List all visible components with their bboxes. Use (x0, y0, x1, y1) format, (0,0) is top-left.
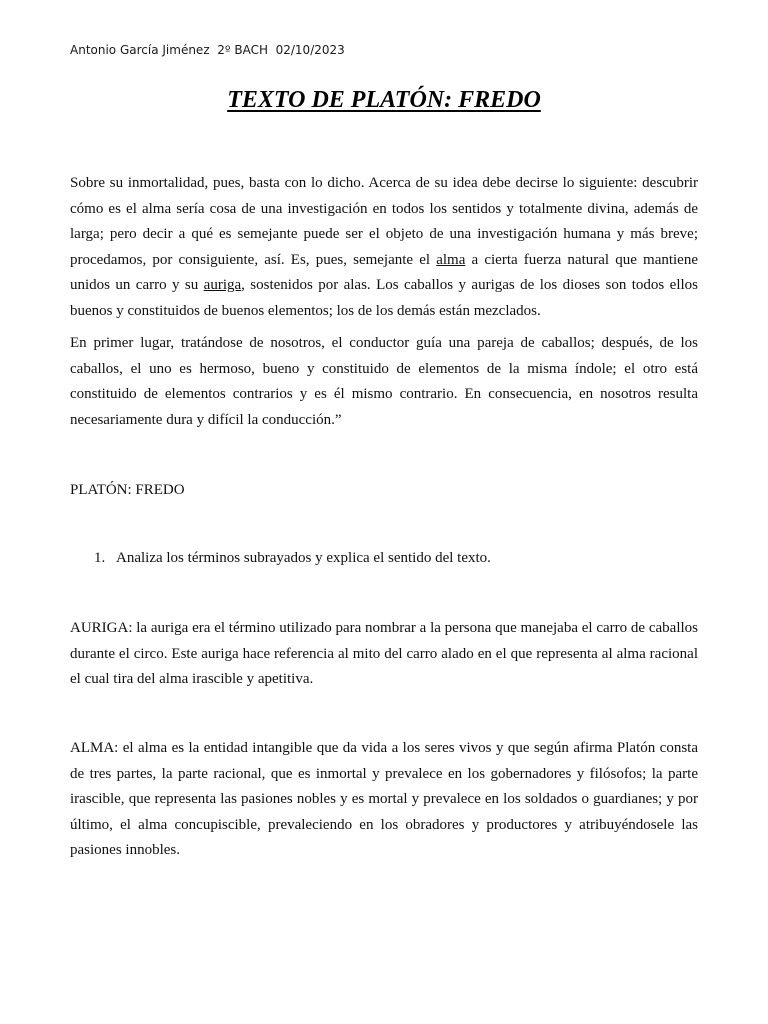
underlined-term-auriga: auriga (203, 277, 242, 293)
question-number: 1. (94, 550, 106, 566)
answer-alma: ALMA: el alma es la entidad intangible que da vida a los seres vivos y que según afirma Platón consta de tres partes, la parte racional, que es inmortal y prevalece en los gobernadores y filósofos; la parte irascible, que representa las pasiones nobles y es mortal y prevalece en los soldados o guardianes; y por último, el alma concupiscible, prevaleciendo en los obradores y productores y atribuyéndosele las pasiones innobles. (70, 740, 698, 858)
document-title: TEXTO DE PLATÓN: FREDO (227, 87, 541, 113)
answer-auriga: AURIGA: la auriga era el término utilizado para nombrar a la persona que manejaba el carro de caballos durante el circo. Este auriga hace referencia al mito del carro alado en el que representa al alma racional el cual tira del alma irascible y apetitiva. (70, 620, 698, 687)
underlined-term-alma: alma (436, 251, 466, 268)
text-paragraph-2: En primer lugar, tratándose de nosotros, el conductor guía una pareja de caballos; después, de los caballos, el uno es hermoso, bueno y constituido de elementos de la misma índole; el otro está constituido de elementos contrarios y es él mismo contrario. En consecuencia, en nosotros resulta necesariamente dura y difícil la conducción.” (70, 335, 698, 428)
paragraph-1-part-2: a cierta fuerza natural que mantiene unidos un carro y su (70, 251, 698, 293)
question-item (70, 546, 698, 572)
source-citation: PLATÓN: FREDO (70, 482, 185, 498)
author-date-line: Antonio García Jiménez 2º BACH 02/10/2023 (70, 43, 345, 57)
paragraph-1-part-1: Sobre su inmortalidad, pues, basta con lo dicho. Acerca de su idea debe decirse lo siguiente: descubrir cómo es el alma sería cosa de una investigación en todos los sentidos y totalmente divina, además de larga; pero decir a qué es semejante puede ser el objeto de una investigación humana y más breve; procedamos, por consiguiente, así. Es, pues, semejante el (70, 175, 698, 268)
paragraph-1-part-3: , sostenidos por alas. Los caballos y aurigas de los dioses son todos ellos buenos y constituidos de buenos elementos; los de los demás están mezclados. (70, 277, 698, 319)
text-paragraph-1 (70, 171, 698, 324)
question-text: Analiza los términos subrayados y explica el sentido del texto. (116, 550, 491, 566)
question-list (70, 546, 698, 572)
